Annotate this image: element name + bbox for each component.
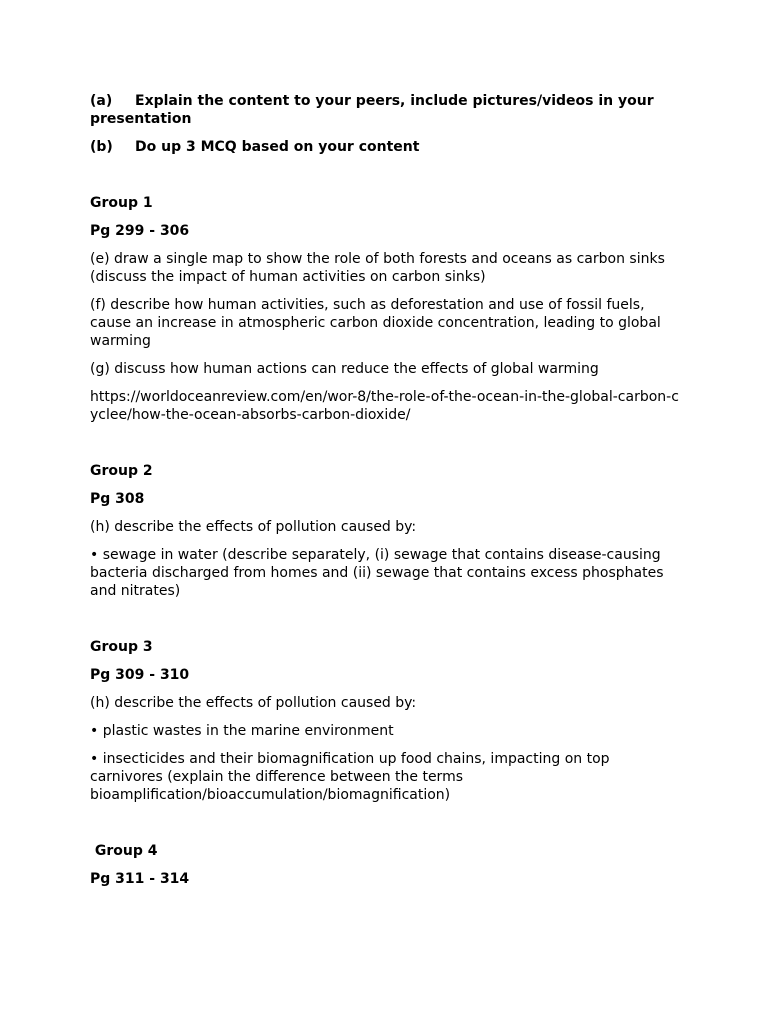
instruction-a <box>90 92 680 128</box>
paragraph: • plastic wastes in the marine environment <box>90 723 394 739</box>
spacer <box>90 434 680 462</box>
paragraph: (g) discuss how human actions can reduce the effects of global warming <box>90 361 599 377</box>
page-range: Pg 311 - 314 <box>90 871 190 887</box>
group-title: Group 4 <box>90 843 158 859</box>
instruction-b <box>90 138 680 156</box>
paragraph: (h) describe the effects of pollution caused by: <box>90 695 417 711</box>
instruction-letter: (b) <box>90 139 113 155</box>
paragraph: • insecticides and their biomagnification up food chains, impacting on top carnivores (explain the difference between the terms bioamplification/bioaccumulation/biomagnification) <box>90 751 610 803</box>
spacer <box>90 166 680 194</box>
paragraph: (e) draw a single map to show the role of both forests and oceans as carbon sinks (discuss the impact of human activities on carbon sinks) <box>90 251 665 285</box>
group-title: Group 1 <box>90 195 153 211</box>
spacer <box>90 610 680 638</box>
spacer <box>90 814 680 842</box>
page-range: Pg 308 <box>90 491 145 507</box>
instruction-text: Do up 3 MCQ based on your content <box>135 139 420 155</box>
group-title: Group 2 <box>90 463 153 479</box>
paragraph: • sewage in water (describe separately, (i) sewage that contains disease-causing bacteria discharged from homes and (ii) sewage that contains excess phosphates and nitrates) <box>90 547 664 599</box>
group-2 <box>90 462 680 600</box>
instruction-letter: (a) <box>90 93 113 109</box>
page-range: Pg 299 - 306 <box>90 223 190 239</box>
reference-link[interactable]: https://worldoceanreview.com/en/wor-8/the-role-of-the-ocean-in-the-global-carbon-cyclee/how-the-ocean-absorbs-carbon-dioxide/ <box>90 389 679 423</box>
page-range: Pg 309 - 310 <box>90 667 190 683</box>
document-page <box>90 92 680 898</box>
instruction-text: Explain the content to your peers, include pictures/videos in your presentation <box>90 93 654 127</box>
group-title: Group 3 <box>90 639 153 655</box>
group-3 <box>90 638 680 804</box>
group-1 <box>90 194 680 424</box>
group-4 <box>90 842 680 888</box>
paragraph: (h) describe the effects of pollution caused by: <box>90 519 417 535</box>
paragraph: (f) describe how human activities, such as deforestation and use of fossil fuels, cause an increase in atmospheric carbon dioxide concentration, leading to global warming <box>90 297 661 349</box>
